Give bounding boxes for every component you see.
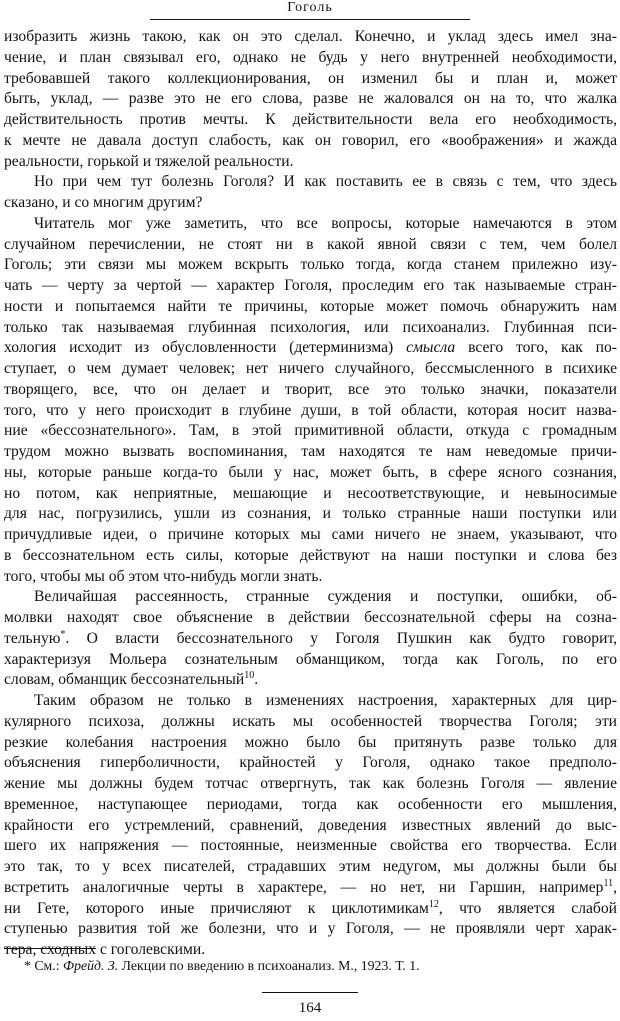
text-line: ступенью развития той же болезни, что и у Гоголя, — не проявляли черт харак-	[4, 920, 617, 938]
text-line: в бессознательном есть силы, которые действуют на наши поступки и слова без	[4, 546, 617, 564]
text-run: . О власти бессознательного у Гоголя Пушкин как будто говорит,	[65, 629, 617, 647]
text-line: чение, и план связывал его, однако не будь у него внутренней необходимости,	[4, 48, 617, 66]
text-run: ,	[613, 878, 617, 896]
text-line: Таким образом не только в изменениях настроения, характерных для цир-	[34, 692, 617, 709]
text-line: но потом, как неприятные, мешающие и несоответствующие, и невыносимые	[4, 484, 617, 502]
text-line: реальности, горькой и тяжелой реальности.	[4, 152, 294, 170]
text-line: характеризуя Мольера сознательным обманщиком, тогда как Гоголь, по его	[4, 650, 617, 668]
text-line: крайности его устремлений, сравнений, доведения известных явлений до выс-	[4, 816, 617, 834]
text-line	[4, 670, 617, 691]
text-line: шего их напряжения — постоянные, неизменные свойства его творчества. Если	[4, 837, 617, 855]
text-line: действительность против мечты. К действительности вела его необходимость,	[4, 111, 617, 128]
page-number-rule	[262, 992, 358, 993]
footnote-reference: 11	[603, 877, 614, 889]
footnote-reference: 10	[244, 670, 255, 682]
text-run: всего того, как по-	[455, 339, 617, 357]
text-run: .	[254, 671, 259, 689]
text-line: быть, уклад, — разве это не его слова, разве не жаловался он на то, что жалка	[4, 90, 617, 108]
text-line: ны, которые раньше когда-то были у нас, может быть, в сфере ясного сознания,	[4, 463, 617, 481]
footnote-marker: *	[24, 958, 31, 973]
text-line: ности и попытаемся найти те причины, которые может помочь обнаружить нам	[4, 297, 617, 315]
text-line: того, чтобы мы об этом что-нибудь могли знать.	[4, 567, 323, 585]
text-line	[4, 629, 617, 650]
text-line: тера, сходных с гоголевскими.	[4, 941, 206, 958]
text-line: того, что у него происходит в глубине души, в той области, которая носит назва-	[4, 401, 617, 419]
text-line	[4, 899, 617, 920]
italic-emphasis: смысла	[406, 339, 456, 357]
text-line: кулярного психоза, должны искать мы особенностей творчества Гоголя; эти	[4, 712, 617, 730]
text-run: ни Гете, которого иные причисляют к циклотимикам	[4, 899, 429, 917]
text-line: Величайшая рассеянность, странные суждения и поступки, ошибки, об-	[34, 588, 617, 606]
footnote-citation: Лекции по введению в психоанализ. М., 1923. Т. 1.	[118, 958, 420, 973]
text-line: резкие колебания настроения можно было бы притянуть разве только для	[4, 733, 617, 751]
text-line: творящего, все, что он делает и творит, все это только значки, показатели	[4, 380, 617, 398]
text-line: случайном перечислении, не стоят ни в какой явной связи с тем, чем болел	[4, 235, 617, 253]
text-line: к мечте не давала доступ слабость, как он говорил, его «воображения» и жажда	[4, 131, 617, 149]
text-line: изобразить жизнь такою, как он это сделал. Конечно, и уклад здесь имел зна-	[4, 28, 617, 45]
text-line: объяснения гиперболичности, крайностей у Гоголя, однако такое предполо-	[4, 754, 617, 772]
text-run: хология исходит из обусловленности (детерминизма)	[4, 339, 407, 357]
text-line: Гоголь; эти связи мы можем вскрыть только тогда, когда станем прилежно изу-	[4, 256, 617, 274]
text-run: словам, обманщик бессознательный	[4, 671, 245, 689]
text-line: молвки находят свое объяснение в действии бессознательной сферы на созна-	[4, 609, 617, 626]
text-line: жение мы должны будем тотчас отвергнуть, так как болезнь Гоголя — явление	[4, 775, 617, 792]
footnote	[24, 957, 420, 975]
text-line: для нас, погрузились, ушли из сознания, и только странные наши поступки или	[4, 505, 617, 523]
text-line: временное, наступающее периодами, тогда как особенности его мышления,	[4, 795, 617, 813]
running-header: Гоголь	[287, 0, 333, 15]
footnote-prefix: См.:	[30, 958, 64, 973]
page-number: 164	[298, 1000, 322, 1016]
text-line: сказано, и со многим другим?	[4, 194, 203, 211]
text-line: только так называемая глубинная психология, или психоанализ. Глубинная пси-	[4, 318, 617, 336]
text-run: встретить аналогичные черты в характере, — но нет, ни Гаршин, например	[4, 878, 604, 896]
header-rule	[150, 19, 470, 20]
text-line: требовавшей такого коллекционирования, он изменил бы и план и, может	[4, 69, 617, 87]
text-run: , что является слабой	[438, 899, 617, 917]
text-line: причудливые идеи, о причине которых мы сами ничего не знаем, указывают, что	[4, 526, 617, 543]
text-line	[4, 338, 617, 359]
body-text	[4, 27, 617, 961]
text-line: Читатель мог уже заметить, что все вопросы, которые намечаются в этом	[34, 214, 617, 232]
text-run: тельную	[4, 629, 61, 647]
text-line: Но при чем тут болезнь Гоголя? И как поставить ее в связь с тем, что здесь	[34, 173, 617, 191]
text-line: ступает, о чем думает человек; нет ничего случайного, бессмысленного в психике	[4, 360, 617, 377]
footnote-reference: *	[60, 628, 66, 640]
text-line: трудом можно вызвать воспоминания, там находятся те нам неведомые причи-	[4, 443, 617, 460]
footnote-author: Фрейд. З.	[63, 958, 119, 973]
text-line: это так, то у всех писателей, страдавших этим недугом, мы должны были бы	[4, 858, 617, 875]
text-line	[4, 878, 617, 899]
text-line: чать — черту за чертой — характер Гоголя, проследим его так называемые стран-	[4, 277, 617, 294]
text-line: ние «бессознательного». Там, в этой примитивной области, откуда с громадным	[4, 422, 617, 440]
footnote-reference: 12	[428, 898, 439, 910]
footnote-rule	[4, 948, 96, 949]
